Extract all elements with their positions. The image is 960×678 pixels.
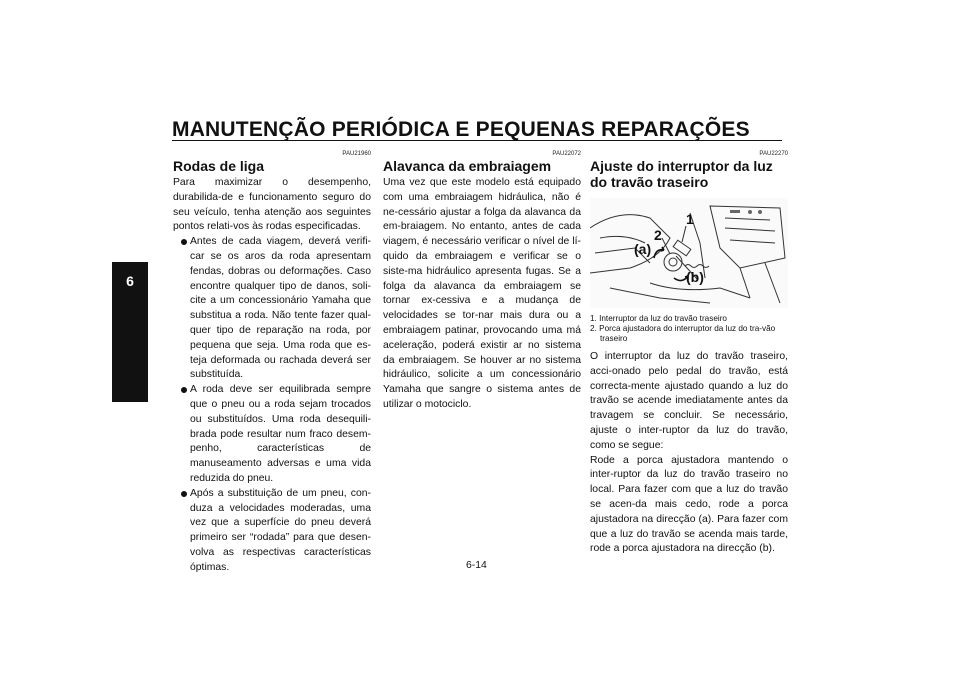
bullet-icon	[181, 491, 187, 497]
bullet-text: A roda deve ser equilibrada sempre que o pneu ou a roda sejam trocados ou substituídos. Uma roda desequili-brada pode resultar num fraco desem-penho, características de manuseamento adversas e uma vida reduzida do pneu.	[190, 384, 371, 484]
bullet-item	[173, 383, 371, 487]
section-heading: Alavanca da embraiagem	[383, 158, 552, 174]
bullet-text: Antes de cada viagem, deverá verifi-car se os aros da roda apresentam fendas, dobras ou deformações. Caso encontre qualquer tipo de danos, soli-cite a um concessionário Yamaha que substitua a roda. Não tente fazer qual-quer tipo de reparação na roda, por pequena que seja. Uma roda que es-teja deformada ou rachada deverá ser substituída.	[190, 236, 371, 381]
section-heading: Ajuste do interruptor da luz do travão traseiro	[590, 158, 773, 190]
figure-label-a: (a)	[634, 241, 652, 257]
section-heading: Rodas de liga	[173, 158, 265, 174]
caption-item: 1. Interruptor da luz do travão traseiro	[590, 314, 727, 323]
column-clutch-lever	[383, 150, 581, 413]
section-intro: Para maximizar o desempenho, durabilida-de e funcionamento seguro do seu veículo, tenha atenção aos seguintes pontos relati-vos às rodas especificadas.	[173, 177, 371, 233]
section-body: O interruptor da luz do travão traseiro, acci-onado pelo pedal do travão, está correcta-mente ajustado quando a luz do travão se acende imediatamente antes da travagem se concluir. Se necessário, ajuste o inter-ruptor da luz do travão, como se segue:	[590, 351, 788, 451]
brake-switch-illustration	[590, 198, 788, 308]
caption-item: 2. Porca ajustadora do interruptor da luz do tra-vão traseiro	[590, 324, 776, 343]
page-number: 6-14	[466, 560, 487, 571]
section-code: PAU22072	[552, 151, 581, 157]
page-title: MANUTENÇÃO PERIÓDICA E PEQUENAS REPARAÇÕES	[172, 118, 750, 141]
figure-label-1: 1	[686, 211, 694, 227]
figure-label-2: 2	[654, 227, 662, 243]
section-body: Uma vez que este modelo está equipado com uma embraiagem hidráulica, não é ne-cessário ajustar a folga da alavanca da em-braiagem. No entanto, antes de cada viagem, é necessário verificar o nível de lí-quido da embraiagem e verificar se o siste-ma hidráulico apresenta fugas. Se a folga da alavanca da embraiagem se tornar ex-cessiva e a mudança de velocidades se tor-nar mais dura ou a embraiagem patinar, provocando uma má aceleração, poderá existir ar no sistema da embraiagem. Se houver ar no sistema hidráulico, solicite a um concessionário Yamaha que sangre o sistema antes de utilizar o motociclo.	[383, 177, 581, 410]
bullet-text: Após a substituição de um pneu, con-duza a velocidades moderadas, uma vez que a superfície do pneu deverá primeiro ser “rodada” para que desen-volva as respectivas características óptimas.	[190, 487, 371, 573]
bullet-item	[173, 487, 371, 576]
bullet-icon	[181, 387, 187, 393]
section-code: PAU21960	[342, 151, 371, 157]
section-body-2: Rode a porca ajustadora mantendo o inter-ruptor da luz do travão traseiro no local. Para fazer com que a luz do travão se acen-da mais cedo, rode a porca ajustadora na direcção (a). Para fazer com que a luz do travão se acenda mais tarde, rode a porca ajustadora na direcção (b).	[590, 454, 788, 555]
column-alloy-wheels	[173, 150, 371, 576]
bullet-icon	[181, 239, 187, 245]
figure-label-b: (b)	[686, 269, 704, 285]
bullet-item	[173, 235, 371, 383]
chapter-number: 6	[126, 273, 134, 289]
column-brake-light-switch	[590, 150, 788, 557]
header-rule	[172, 140, 782, 141]
section-code: PAU22270	[759, 151, 788, 157]
bullet-list	[173, 235, 371, 575]
chapter-tab	[112, 262, 148, 402]
figure-captions	[590, 314, 788, 344]
